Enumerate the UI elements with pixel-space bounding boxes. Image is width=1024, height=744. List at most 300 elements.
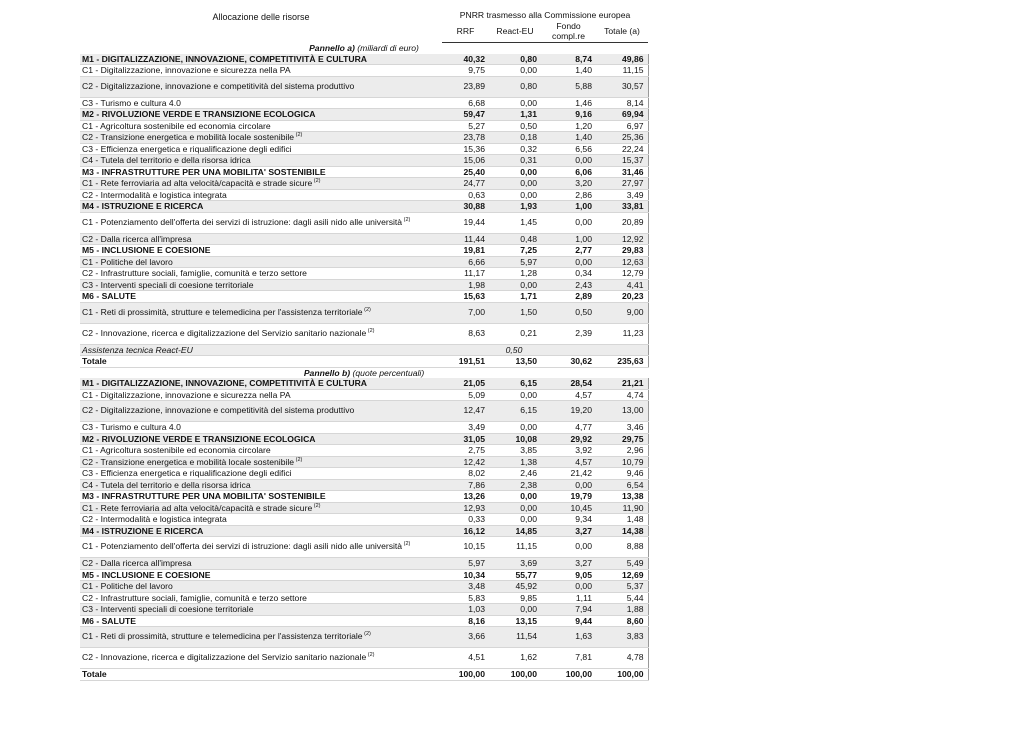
cell-value: 25,40 [442,166,489,178]
cell-value: 0,50 [541,302,596,323]
footnote-marker: (2) [312,502,321,509]
row-label-text: M6 - SALUTE [82,615,136,626]
cell-value: 5,09 [442,389,489,401]
row-label [80,615,442,627]
cell-value: 0,00 [489,279,541,291]
total-row [80,356,648,368]
cell-value: 3,69 [489,558,541,570]
cell-value: 31,46 [596,166,648,178]
cell-value: 4,57 [541,389,596,401]
row-label-text: C2 - Infrastrutture sociali, famiglie, comunità e terzo settore [82,268,307,278]
row-label [80,378,442,389]
row-label [80,479,442,491]
total-value: 30,62 [541,356,596,368]
cell-value: 5,88 [541,76,596,97]
cell-value [596,344,648,356]
row-label-text: C2 - Digitalizzazione, innovazione e competitività del sistema produttivo [82,80,355,91]
row-label-text: C1 - Agricoltura sostenibile ed economia circolare [82,120,271,131]
cell-value [541,344,596,356]
cell-value: 1,62 [489,648,541,669]
row-label-text: C2 - Innovazione, ricerca e digitalizzazione del Servizio sanitario nazionale [82,327,367,338]
cell-value: 10,45 [541,502,596,514]
table-row [80,178,648,190]
table-row [80,592,648,604]
cell-value: 10,15 [442,537,489,558]
cell-value: 6,66 [442,256,489,268]
cell-value: 1,00 [541,201,596,213]
pnrr-group-header: PNRR trasmesso alla Commissione europea [459,10,631,20]
row-label [80,344,442,356]
cell-value: 21,05 [442,378,489,389]
row-label [80,201,442,213]
total-value: 235,63 [596,356,648,368]
cell-value: 19,79 [541,491,596,503]
row-label [80,302,442,323]
column-header-rrf: RRF [442,20,489,43]
cell-value: 4,41 [596,279,648,291]
cell-value: 0,00 [489,189,541,201]
cell-value: 0,00 [541,155,596,167]
cell-value: 11,90 [596,502,648,514]
row-label [80,76,442,97]
table-header [80,0,648,43]
cell-value: 2,38 [489,479,541,491]
row-label [80,445,442,457]
table-row [80,212,648,233]
row-label [80,627,442,648]
row-label-text: C1 - Reti di prossimità, strutture e telemedicina per l'assistenza territoriale [82,306,363,317]
panel-title [80,43,648,54]
cell-value: 13,26 [442,491,489,503]
table-row [80,502,648,514]
row-label [80,212,442,233]
cell-value: 0,00 [541,537,596,558]
row-label [80,323,442,344]
cell-value: 8,63 [442,323,489,344]
cell-value: 15,06 [442,155,489,167]
cell-value: 13,38 [596,491,648,503]
row-label [80,525,442,537]
cell-value: 12,79 [596,268,648,280]
row-label [80,433,442,445]
row-label [80,401,442,422]
row-label-text: C2 - Intermodalità e logistica integrata [82,514,227,524]
cell-value: 8,02 [442,468,489,480]
row-label [80,422,442,434]
table-row [80,166,648,178]
row-label-text: C4 - Tutela del territorio e della risorsa idrica [82,479,251,490]
cell-value: 20,23 [596,291,648,303]
cell-value: 2,75 [442,445,489,457]
total-label: Totale [80,669,442,681]
row-label [80,233,442,245]
footnote-marker: (2) [366,327,375,334]
row-label-text: C1 - Potenziamento dell'offerta dei servizi di istruzione: dagli asili nido alle università [82,541,403,552]
cell-value: 12,69 [596,569,648,581]
panel-header [80,367,648,378]
cell-value: 55,77 [489,569,541,581]
cell-value: 5,97 [442,558,489,570]
panel-title-text: Pannello b) [303,367,351,378]
cell-value: 28,54 [541,378,596,389]
cell-value: 11,54 [489,627,541,648]
cell-value: 0,50 [489,120,541,132]
row-label [80,592,442,604]
cell-value: 12,93 [442,502,489,514]
footnote-marker: (2) [362,306,371,313]
table-row [80,525,648,537]
cell-value: 7,00 [442,302,489,323]
row-label [80,279,442,291]
cell-value: 0,00 [489,491,541,503]
cell-value: 2,43 [541,279,596,291]
cell-value: 2,77 [541,245,596,257]
row-label-text: C1 - Politiche del lavoro [82,256,173,267]
row-label [80,97,442,109]
cell-value: 11,44 [442,233,489,245]
cell-value: 0,80 [489,76,541,97]
cell-value: 1,88 [596,604,648,616]
row-label [80,604,442,616]
row-label-text: C2 - Dalla ricerca all'impresa [82,558,192,568]
row-label-text: C3 - Efficienza energetica e riqualificazione degli edifici [82,468,292,478]
cell-value: 2,39 [541,323,596,344]
cell-value: 3,49 [442,422,489,434]
row-label-text: M4 - ISTRUZIONE E RICERCA [82,201,204,211]
cell-value: 0,31 [489,155,541,167]
cell-value: 9,34 [541,514,596,526]
row-label-text: C2 - Dalla ricerca all'impresa [82,233,192,244]
footnote-marker: (2) [294,456,303,463]
table-row [80,615,648,627]
row-label-text: C3 - Turismo e cultura 4.0 [82,97,181,108]
cell-value: 0,00 [541,479,596,491]
cell-value: 0,00 [489,514,541,526]
row-label-text: C3 - Efficienza energetica e riqualificazione degli edifici [82,143,292,154]
allocation-header: Allocazione delle risorse [212,12,310,22]
cell-value: 0,48 [489,233,541,245]
cell-value [442,344,489,356]
cell-value: 5,27 [442,120,489,132]
cell-value: 3,27 [541,558,596,570]
total-value: 100,00 [596,669,648,681]
cell-value: 33,81 [596,201,648,213]
cell-value: 7,25 [489,245,541,257]
row-label [80,389,442,401]
cell-value: 12,92 [596,233,648,245]
row-label-text: M1 - DIGITALIZZAZIONE, INNOVAZIONE, COMPETITIVITÀ E CULTURA [82,53,368,64]
cell-value: 8,88 [596,537,648,558]
panel-header [80,43,648,54]
cell-value: 1,46 [541,97,596,109]
footnote-marker: (2) [312,178,321,185]
total-value: 100,00 [489,669,541,681]
table-row [80,401,648,422]
table-row [80,54,648,65]
cell-value: 15,63 [442,291,489,303]
row-label-text: C1 - Potenziamento dell'offerta dei servizi di istruzione: dagli asili nido alle università [82,216,403,227]
cell-value: 31,05 [442,433,489,445]
cell-value: 3,83 [596,627,648,648]
table-row [80,65,648,77]
cell-value: 11,15 [596,65,648,77]
cell-value: 1,93 [489,201,541,213]
cell-value: 12,42 [442,456,489,468]
table-row [80,456,648,468]
row-label [80,569,442,581]
cell-value: 22,24 [596,143,648,155]
column-header-react-eu: React-EU [489,20,541,43]
cell-value: 14,85 [489,525,541,537]
column-header-fondo: Fondo compl.re [541,20,596,43]
cell-value: 4,77 [541,422,596,434]
cell-value: 1,40 [541,65,596,77]
cell-value: 21,42 [541,468,596,480]
table-row [80,279,648,291]
row-label-text: M6 - SALUTE [82,291,136,301]
cell-value: 1,45 [489,212,541,233]
row-label-text: C1 - Reti di prossimità, strutture e telemedicina per l'assistenza territoriale [82,631,363,642]
cell-value: 0,32 [489,143,541,155]
cell-value: 6,15 [489,401,541,422]
table-body [80,43,648,681]
cell-value: 29,83 [596,245,648,257]
cell-value: 1,00 [541,233,596,245]
cell-value: 3,27 [541,525,596,537]
cell-value: 0,00 [489,502,541,514]
cell-value: 9,85 [489,592,541,604]
cell-value: 20,89 [596,212,648,233]
footnote-marker: (2) [294,132,303,139]
row-label-text: M3 - INFRASTRUTTURE PER UNA MOBILITA' SOSTENIBILE [82,491,326,501]
cell-value: 2,96 [596,445,648,457]
table-row [80,143,648,155]
table-row [80,468,648,480]
cell-value: 3,92 [541,445,596,457]
cell-value: 10,08 [489,433,541,445]
cell-value: 30,57 [596,76,648,97]
cell-value: 24,77 [442,178,489,190]
row-label [80,189,442,201]
cell-value: 6,97 [596,120,648,132]
cell-value: 0,80 [489,54,541,65]
cell-value: 9,46 [596,468,648,480]
cell-value: 4,78 [596,648,648,669]
row-label [80,166,442,178]
table-row [80,558,648,570]
cell-value: 11,23 [596,323,648,344]
row-label-text: C2 - Digitalizzazione, innovazione e competitività del sistema produttivo [82,405,355,416]
cell-value: 19,44 [442,212,489,233]
resource-allocation-table [80,0,649,681]
cell-value: 6,56 [541,143,596,155]
cell-value: 45,92 [489,581,541,593]
cell-value: 4,74 [596,389,648,401]
cell-value: 0,63 [442,189,489,201]
table-row [80,514,648,526]
table-row [80,189,648,201]
row-label-text: M2 - RIVOLUZIONE VERDE E TRANSIZIONE ECOLOGICA [82,109,316,119]
cell-value: 7,86 [442,479,489,491]
row-label [80,648,442,669]
cell-value: 3,46 [596,422,648,434]
row-label [80,256,442,268]
row-label [80,456,442,468]
cell-value: 7,94 [541,604,596,616]
cell-value: 1,03 [442,604,489,616]
cell-value: 1,20 [541,120,596,132]
panel-title [80,367,648,378]
cell-value: 49,86 [596,54,648,65]
table-row [80,604,648,616]
row-label-text: C2 - Infrastrutture sociali, famiglie, comunità e terzo settore [82,592,307,603]
total-value: 100,00 [541,669,596,681]
cell-value: 0,18 [489,132,541,144]
cell-value: 9,05 [541,569,596,581]
cell-value: 1,38 [489,456,541,468]
table-row [80,491,648,503]
row-label-text: C2 - Transizione energetica e mobilità locale sostenibile [82,456,295,467]
cell-value: 1,40 [541,132,596,144]
column-header-totale: Totale (a) [596,20,648,43]
panel-subtitle: (miliardi di euro) [354,43,419,53]
row-label [80,514,442,526]
cell-value: 5,97 [489,256,541,268]
cell-value: 8,16 [442,615,489,627]
cell-value: 9,16 [541,109,596,121]
row-label [80,537,442,558]
row-label [80,491,442,503]
cell-value: 1,71 [489,291,541,303]
row-label-text: C3 - Interventi speciali di coesione territoriale [82,604,254,614]
row-label [80,65,442,77]
table-row [80,344,648,356]
cell-value: 23,89 [442,76,489,97]
cell-value: 19,81 [442,245,489,257]
cell-value: 10,34 [442,569,489,581]
row-label [80,581,442,593]
footnote-marker: (2) [362,631,371,638]
total-label: Totale [80,356,442,368]
cell-value: 1,98 [442,279,489,291]
cell-value: 6,06 [541,166,596,178]
table-row [80,389,648,401]
row-label-text: Assistenza tecnica React-EU [82,344,193,355]
row-label-text: C4 - Tutela del territorio e della risorsa idrica [82,155,251,165]
total-row [80,669,648,681]
table-row [80,648,648,669]
row-label [80,245,442,257]
table-row [80,581,648,593]
cell-value: 0,33 [442,514,489,526]
row-label-text: M2 - RIVOLUZIONE VERDE E TRANSIZIONE ECOLOGICA [82,433,316,444]
table-row [80,422,648,434]
row-label-text: M5 - INCLUSIONE E COESIONE [82,569,211,580]
table-row [80,268,648,280]
table-row [80,245,648,257]
cell-value: 4,57 [541,456,596,468]
cell-value: 0,00 [489,422,541,434]
row-label [80,109,442,121]
table-row [80,569,648,581]
row-label-text: M4 - ISTRUZIONE E RICERCA [82,525,204,536]
cell-value: 0,50 [489,344,541,356]
row-label [80,178,442,190]
row-label-text: C1 - Agricoltura sostenibile ed economia circolare [82,445,271,455]
cell-value: 40,32 [442,54,489,65]
cell-value: 0,00 [489,389,541,401]
row-label-text: C1 - Politiche del lavoro [82,581,173,591]
row-label [80,155,442,167]
row-label-text: M3 - INFRASTRUTTURE PER UNA MOBILITA' SOSTENIBILE [82,166,326,177]
table-row [80,132,648,144]
row-label [80,143,442,155]
row-label [80,468,442,480]
row-label [80,291,442,303]
table-row [80,76,648,97]
table-row [80,120,648,132]
row-label-text: C2 - Intermodalità e logistica integrata [82,189,227,200]
cell-value: 29,75 [596,433,648,445]
cell-value: 0,00 [541,581,596,593]
cell-value: 9,00 [596,302,648,323]
row-label-text: M1 - DIGITALIZZAZIONE, INNOVAZIONE, COMPETITIVITÀ E CULTURA [82,378,368,388]
cell-value: 0,00 [541,212,596,233]
total-value: 191,51 [442,356,489,368]
cell-value: 0,00 [489,65,541,77]
cell-value: 8,74 [541,54,596,65]
cell-value: 21,21 [596,378,648,389]
cell-value: 0,00 [489,97,541,109]
cell-value: 0,00 [489,604,541,616]
cell-value: 59,47 [442,109,489,121]
cell-value: 1,48 [596,514,648,526]
row-label-text: C1 - Digitalizzazione, innovazione e sicurezza nella PA [82,389,291,400]
cell-value: 15,37 [596,155,648,167]
cell-value: 29,92 [541,433,596,445]
table-row [80,537,648,558]
cell-value: 1,31 [489,109,541,121]
table-row [80,291,648,303]
table-row [80,445,648,457]
row-label-text: C2 - Innovazione, ricerca e digitalizzazione del Servizio sanitario nazionale [82,652,367,663]
cell-value: 12,47 [442,401,489,422]
panel-title-text: Pannello a) [309,43,355,53]
cell-value: 1,11 [541,592,596,604]
cell-value: 3,85 [489,445,541,457]
cell-value: 15,36 [442,143,489,155]
panel-subtitle: (quote percentuali) [350,367,425,378]
cell-value: 5,37 [596,581,648,593]
row-label [80,132,442,144]
table-row [80,378,648,389]
footnote-marker: (2) [366,652,375,659]
cell-value: 1,28 [489,268,541,280]
cell-value: 2,89 [541,291,596,303]
cell-value: 69,94 [596,109,648,121]
table-row [80,109,648,121]
cell-value: 10,79 [596,456,648,468]
cell-value: 5,83 [442,592,489,604]
cell-value: 6,54 [596,479,648,491]
cell-value: 8,14 [596,97,648,109]
total-value: 100,00 [442,669,489,681]
cell-value: 2,46 [489,468,541,480]
row-label [80,268,442,280]
table-row [80,155,648,167]
footnote-marker: (2) [402,216,411,223]
row-label [80,54,442,65]
